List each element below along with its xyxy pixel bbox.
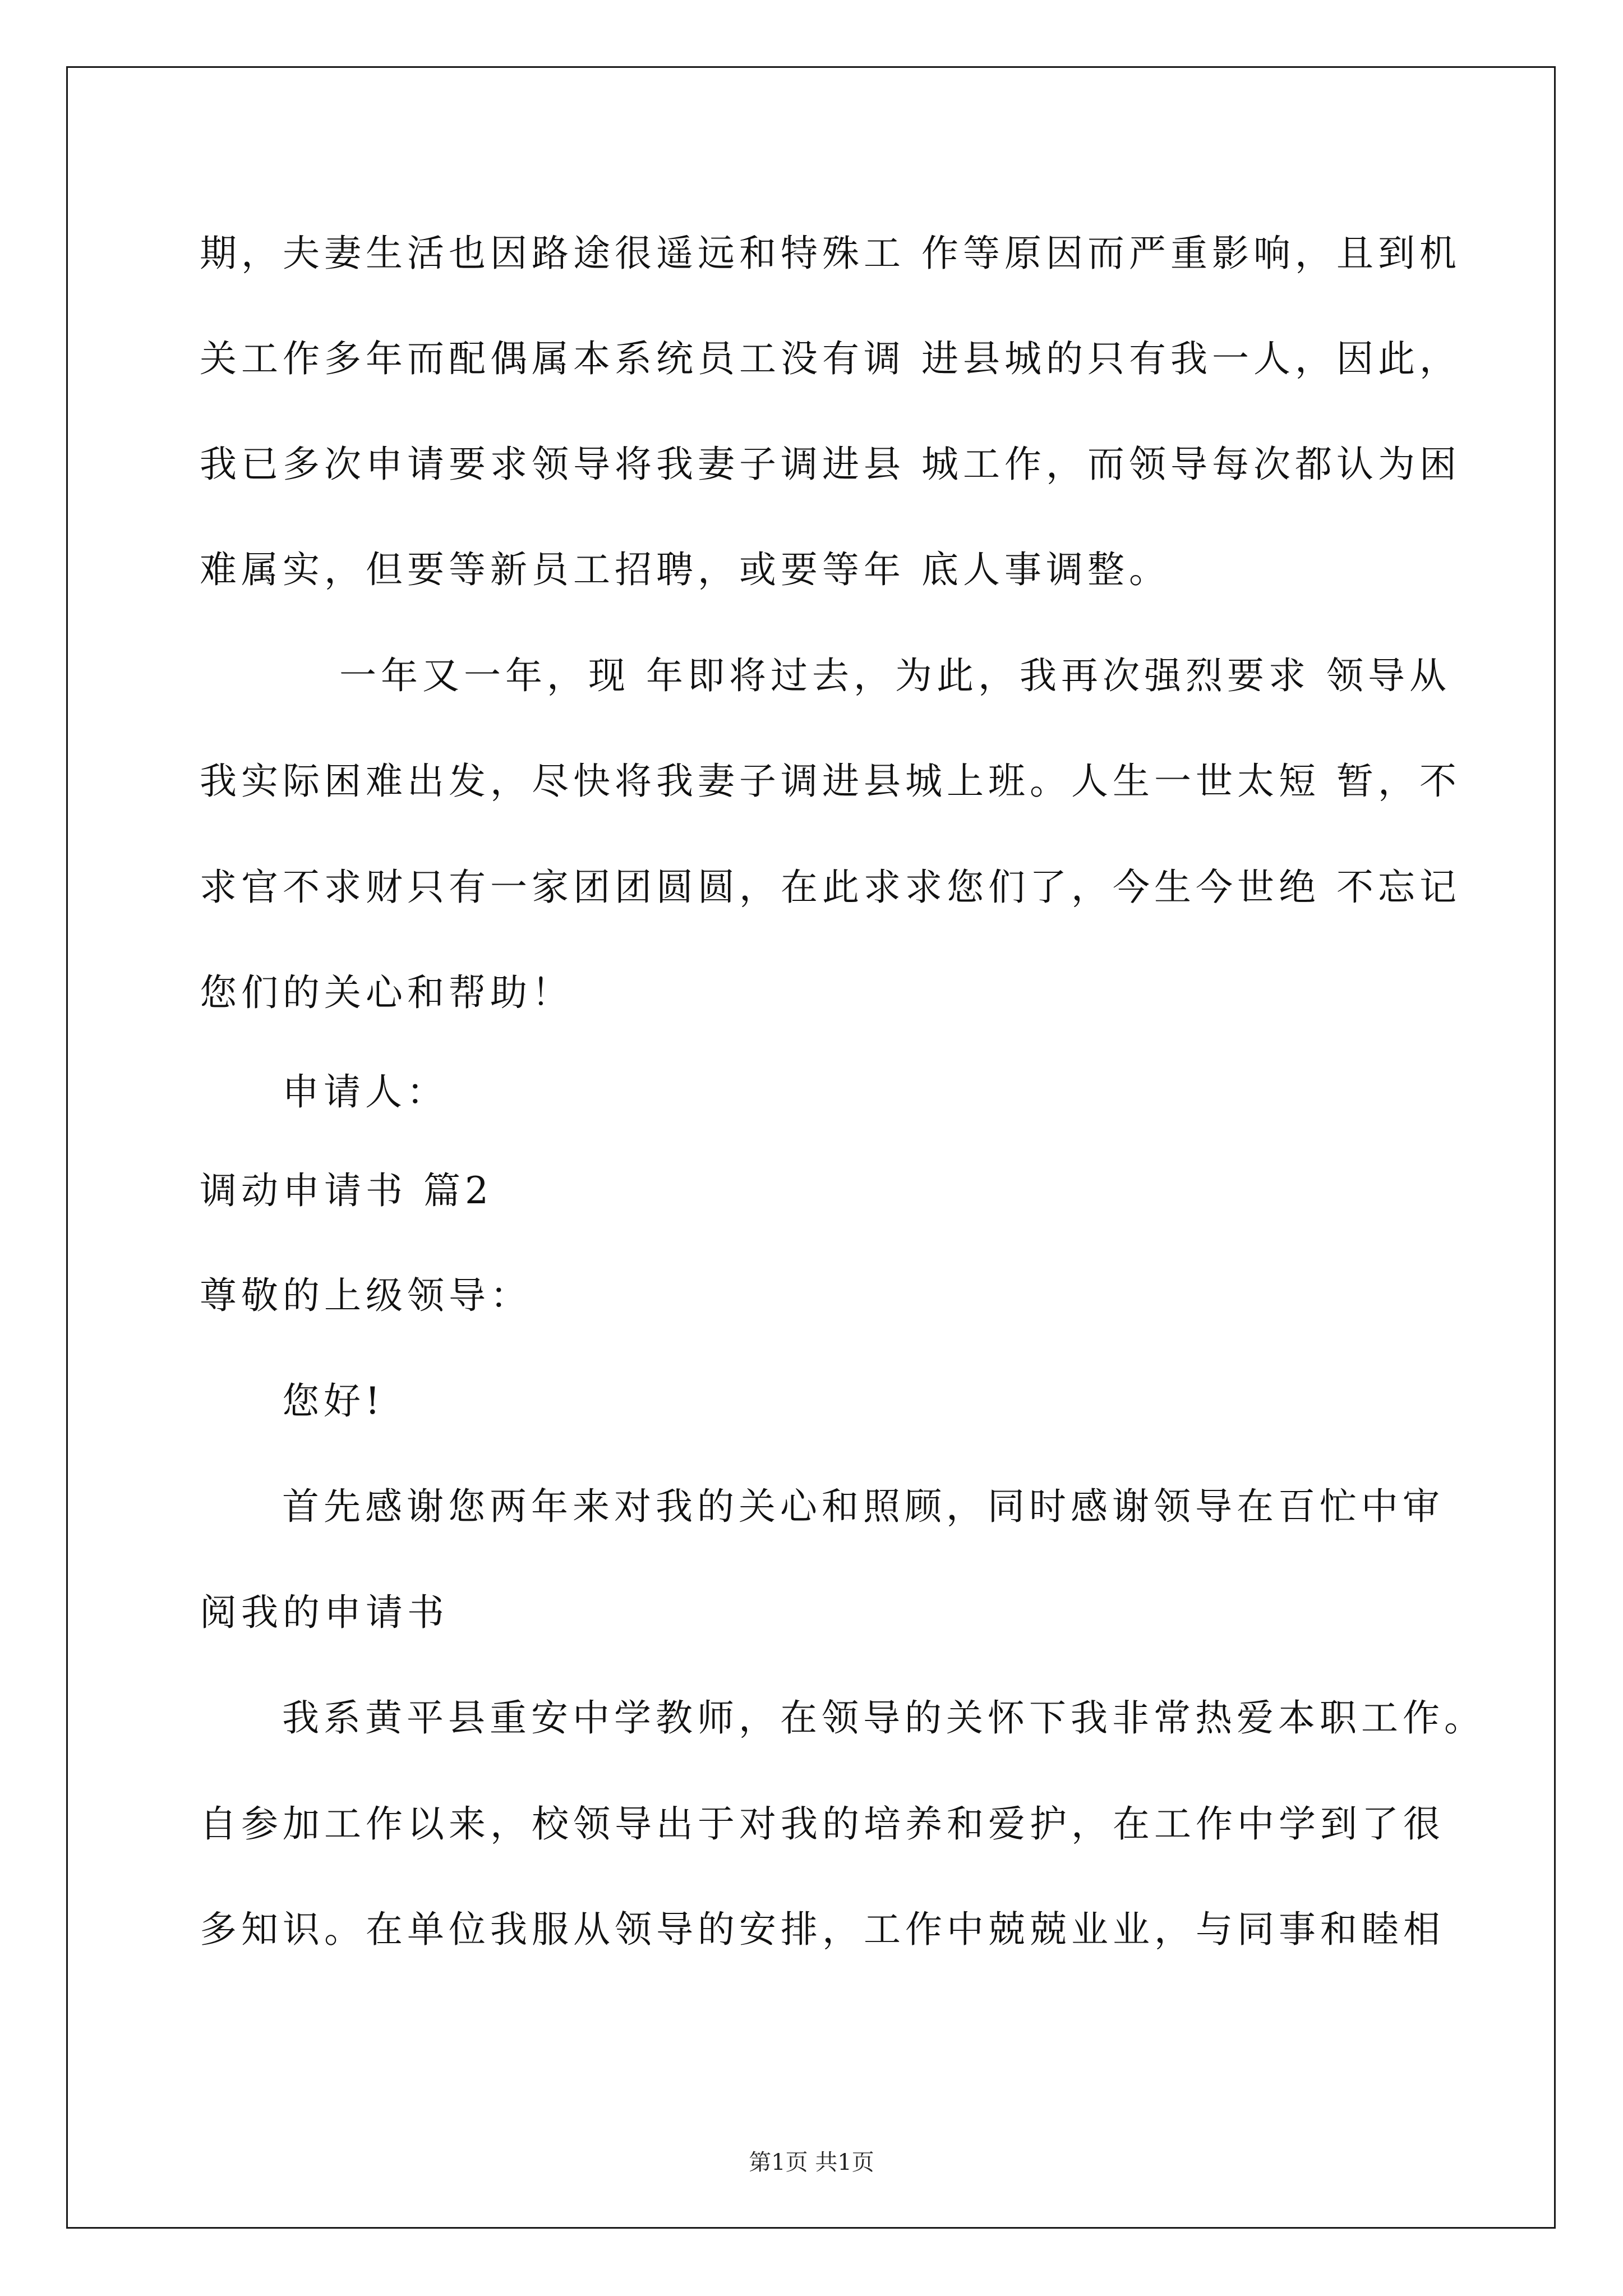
body-line-3: 我已多次申请要求领导将我妻子调进县 城工作，而领导每次都认为困 bbox=[200, 443, 1461, 486]
page-footer: 第1页 共1页 bbox=[749, 2150, 874, 2175]
body-line-6: 我实际困难出发，尽快将我妻子调进县城上班。人生一世太短 暂，不 bbox=[200, 760, 1461, 803]
body-line-9: 首先感谢您两年来对我的关心和照顾，同时感谢领导在百忙中审 bbox=[282, 1485, 1444, 1528]
body-line-7: 求官不求财只有一家团团圆圆，在此求求您们了，今生今世绝 不忘记 bbox=[200, 866, 1461, 909]
body-line-5: 一年又一年，现 年即将过去，为此，我再次强烈要求 领导从 bbox=[339, 654, 1451, 697]
salutation: 尊敬的上级领导： bbox=[200, 1274, 532, 1317]
body-line-8: 您们的关心和帮助！ bbox=[200, 971, 573, 1014]
body-line-13: 多知识。在单位我服从领导的安排，工作中兢兢业业，与同事和睦相 bbox=[200, 1908, 1445, 1951]
body-line-10: 阅我的申请书 bbox=[200, 1591, 449, 1634]
section-title: 调动申请书 篇2 bbox=[200, 1169, 493, 1212]
body-line-11: 我系黄平县重安中学教师，在领导的关怀下我非常热爱本职工作。 bbox=[282, 1696, 1486, 1740]
body-line-4: 难属实，但要等新员工招聘，或要等年 底人事调整。 bbox=[200, 548, 1170, 591]
page-border bbox=[66, 66, 1556, 2229]
applicant-label: 申请人： bbox=[282, 1070, 448, 1114]
body-line-1: 期，夫妻生活也因路途很遥远和特殊工 作等原因而严重影响，且到机 bbox=[200, 232, 1461, 275]
greeting: 您好! bbox=[282, 1379, 385, 1423]
body-line-12: 自参加工作以来，校领导出于对我的培养和爱护，在工作中学到了很 bbox=[200, 1802, 1445, 1846]
body-line-2: 关工作多年而配偶属本系统员工没有调 进县城的只有我一人，因此， bbox=[200, 337, 1461, 380]
